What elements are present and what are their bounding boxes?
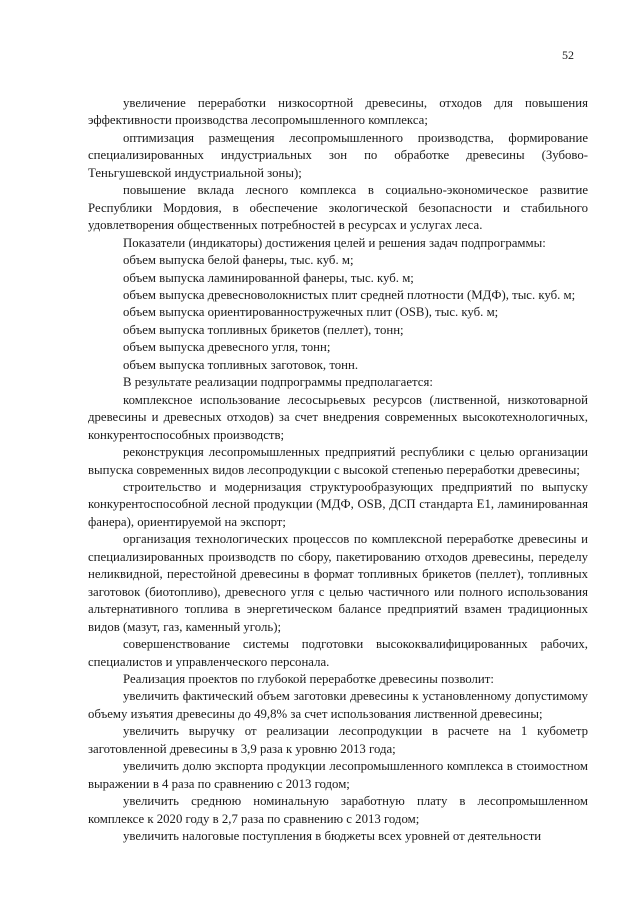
list-item: увеличить долю экспорта продукции лесопромышленного комплекса в стоимостном выражении в 4 раза по сравнению с 2013 годом; <box>88 759 588 791</box>
paragraph: оптимизация размещения лесопромышленного производства, формирование специализированных индустриальных зон по обработке древесины (Зубово-Теньгушевской индустриальной зоны); <box>88 130 588 180</box>
list-item: организация технологических процессов по комплексной переработке древесины и специализированных производств по сбору, пакетированию отходов древесины, переделу неликвидной, перестойной древесины в формат топливных брикетов (пеллет), топливных заготовок (биотопливо), древесного угля с целью частичного или полного использования альтернативного топлива в энергетическом балансе предприятий взамен традиционных видов (мазут, газ, каменный уголь); <box>88 532 588 634</box>
paragraph: увеличение переработки низкосортной древесины, отходов для повышения эффективности производства лесопромышленного комплекса; <box>88 96 588 128</box>
list-item: реконструкция лесопромышленных предприятий республики с целью организации выпуска современных видов лесопродукции с высокой степенью переработки древесины; <box>88 445 588 477</box>
list-item: объем выпуска белой фанеры, тыс. куб. м; <box>123 253 354 268</box>
list-item: объем выпуска древесноволокнистых плит средней плотности (МДФ), тыс. куб. м; <box>123 287 576 302</box>
page-number: 52 <box>562 48 574 62</box>
list-item: комплексное использование лесосырьевых ресурсов (лиственной, низкотоварной древесины и древесных отходов) за счет внедрения современных высокотехнологичных, конкурентоспособных производств; <box>88 392 588 442</box>
list-item: совершенствование системы подготовки высококвалифицированных рабочих, специалистов и управленческого персонала. <box>88 637 588 669</box>
list-item: строительство и модернизация структурообразующих предприятий по выпуску конкурентоспособной лесной продукции (МДФ, OSB, ДСП стандарта Е1, ламинированная фанера), ориентируемой на экспорт; <box>88 479 588 529</box>
list-item: объем выпуска топливных заготовок, тонн. <box>123 357 359 372</box>
list-item: объем выпуска ориентированностружечных плит (OSB), тыс. куб. м; <box>123 305 499 320</box>
list-item: увеличить выручку от реализации лесопродукции в расчете на 1 кубометр заготовленной древесины в 3,9 раза к уровню 2013 года; <box>88 724 588 756</box>
paragraph: В результате реализации подпрограммы предполагается: <box>123 375 433 390</box>
list-item: объем выпуска ламинированной фанеры, тыс. куб. м; <box>123 270 414 285</box>
paragraph: Реализация проектов по глубокой переработке древесины позволит: <box>123 671 494 686</box>
list-item: объем выпуска древесного угля, тонн; <box>123 340 331 355</box>
document-body <box>88 95 588 845</box>
list-item: увеличить среднюю номинальную заработную плату в лесопромышленном комплексе к 2020 году в 2,7 раза по сравнению с 2013 годом; <box>88 794 588 826</box>
paragraph: повышение вклада лесного комплекса в социально-экономическое развитие Республики Мордовия, в обеспечение экологической безопасности и стабильного удовлетворения общественных потребностей в ресурсах и услугах леса. <box>88 183 588 233</box>
list-item: увеличить фактический объем заготовки древесины к установленному допустимому объему изъятия древесины до 49,8% за счет использования лиственной древесины; <box>88 689 588 721</box>
list-item: увеличить налоговые поступления в бюджеты всех уровней от деятельности <box>123 829 542 844</box>
list-item: объем выпуска топливных брикетов (пеллет), тонн; <box>123 322 404 337</box>
paragraph: Показатели (индикаторы) достижения целей и решения задач подпрограммы: <box>123 235 546 250</box>
